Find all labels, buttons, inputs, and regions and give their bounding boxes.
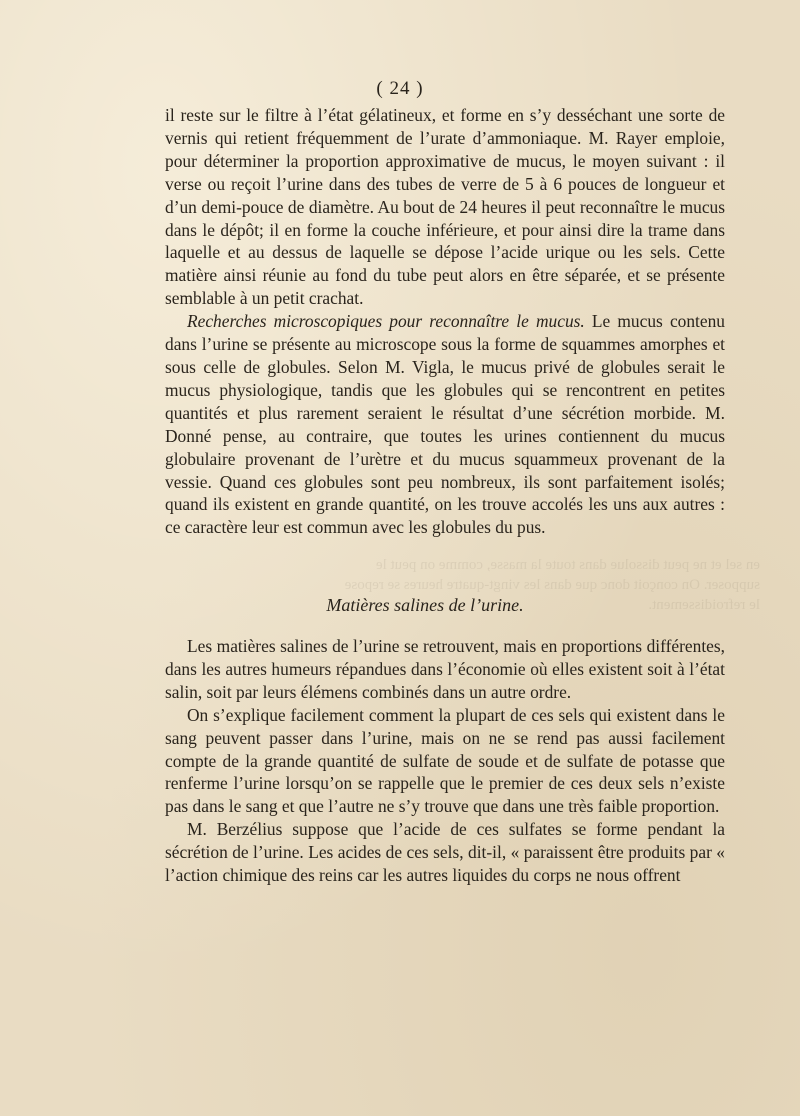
paragraph-salts-explanation: On s’explique facilement comment la plupart de ces sels qui existent dans le sang peuvent passer dans l’urine, mais on ne se rend pas aussi facilement compte de la grande quantité de sulfate de soude et de sulfate de potasse que renferme l’urine lorsqu’on se rappelle que le premier de ces deux sels n’existe pas dans le sang et que l’autre ne s’y trouve que dans une très faible proportion. (165, 704, 725, 817)
text-block-upper (165, 104, 725, 539)
section-title: Matières salines de l’urine. (326, 595, 524, 615)
paragraph-saline-matters: Les matières salines de l’urine se retrouvent, mais en proportions différentes, dans les autres humeurs répandues dans l’économie où elles existent soit à l’état salin, soit par leurs élémens combinés dans un autre ordre. (165, 636, 725, 702)
bleed-through-text: en sel et ne peut dissolue dans toute la masse, comme on peut le supposer. On conçoit donc que dans les vingt-quatre heures se repose le refroidissement. (344, 557, 760, 613)
paragraph-filter-mucus: il reste sur le filtre à l’état gélatineux, et forme en s’y desséchant une sorte de vernis qui retient fréquemment de l’urate d’ammoniaque. M. Rayer emploie, pour déterminer la proportion approximative de mucus, le moyen suivant : il verse ou reçoit l’urine dans des tubes de verre de 5 à 6 pouces de longueur et d’un demi-pouce de diamètre. Au bout de 24 heures il peut reconnaître le mucus dans le dépôt; il en forme la couche inférieure, et pour ainsi dire la trame dans laquelle et au dessus de laquelle se dépose l’acide urique ou les sels. Cette matière ainsi réunie au fond du tube peut alors en être séparée, et se présente semblable à un petit crachat. (165, 105, 725, 309)
paragraph-berzelius: M. Berzélius suppose que l’acide de ces sulfates se forme pendant la sécrétion de l’urine. Les acides de ces sels, dit-il, « paraissent être produits par « l’action chimique des reins car les autres liquides du corps ne nous offrent (165, 819, 725, 886)
paragraph-heading-microscopic: Recherches microscopiques pour reconnaître le mucus. (187, 311, 585, 332)
page-number: ( 24 ) (376, 78, 424, 99)
paragraph-body-microscopic: Le mucus contenu dans l’urine se présente au microscope sous la forme de squammes amorphes et sous celle de globules. Selon M. Vigla, le mucus privé de globules serait le mucus physiologique, tandis que les globules qui se rencontrent en petites quantités et plus rarement seraient le résultat d’une sécrétion morbide. M. Donné pense, au contraire, que toutes les urines contiennent du mucus globulaire provenant de l’urètre et du mucus squammeux provenant de la vessie. Quand ces globules sont peu nombreux, ils sont parfaitement isolés; quand ils existent en grande quantité, on les trouve accolés les uns aux autres : ce caractère leur est commun avec les globules du pus. (165, 311, 725, 538)
text-block-lower (165, 635, 725, 887)
paragraph-microscopic-research (165, 310, 725, 539)
